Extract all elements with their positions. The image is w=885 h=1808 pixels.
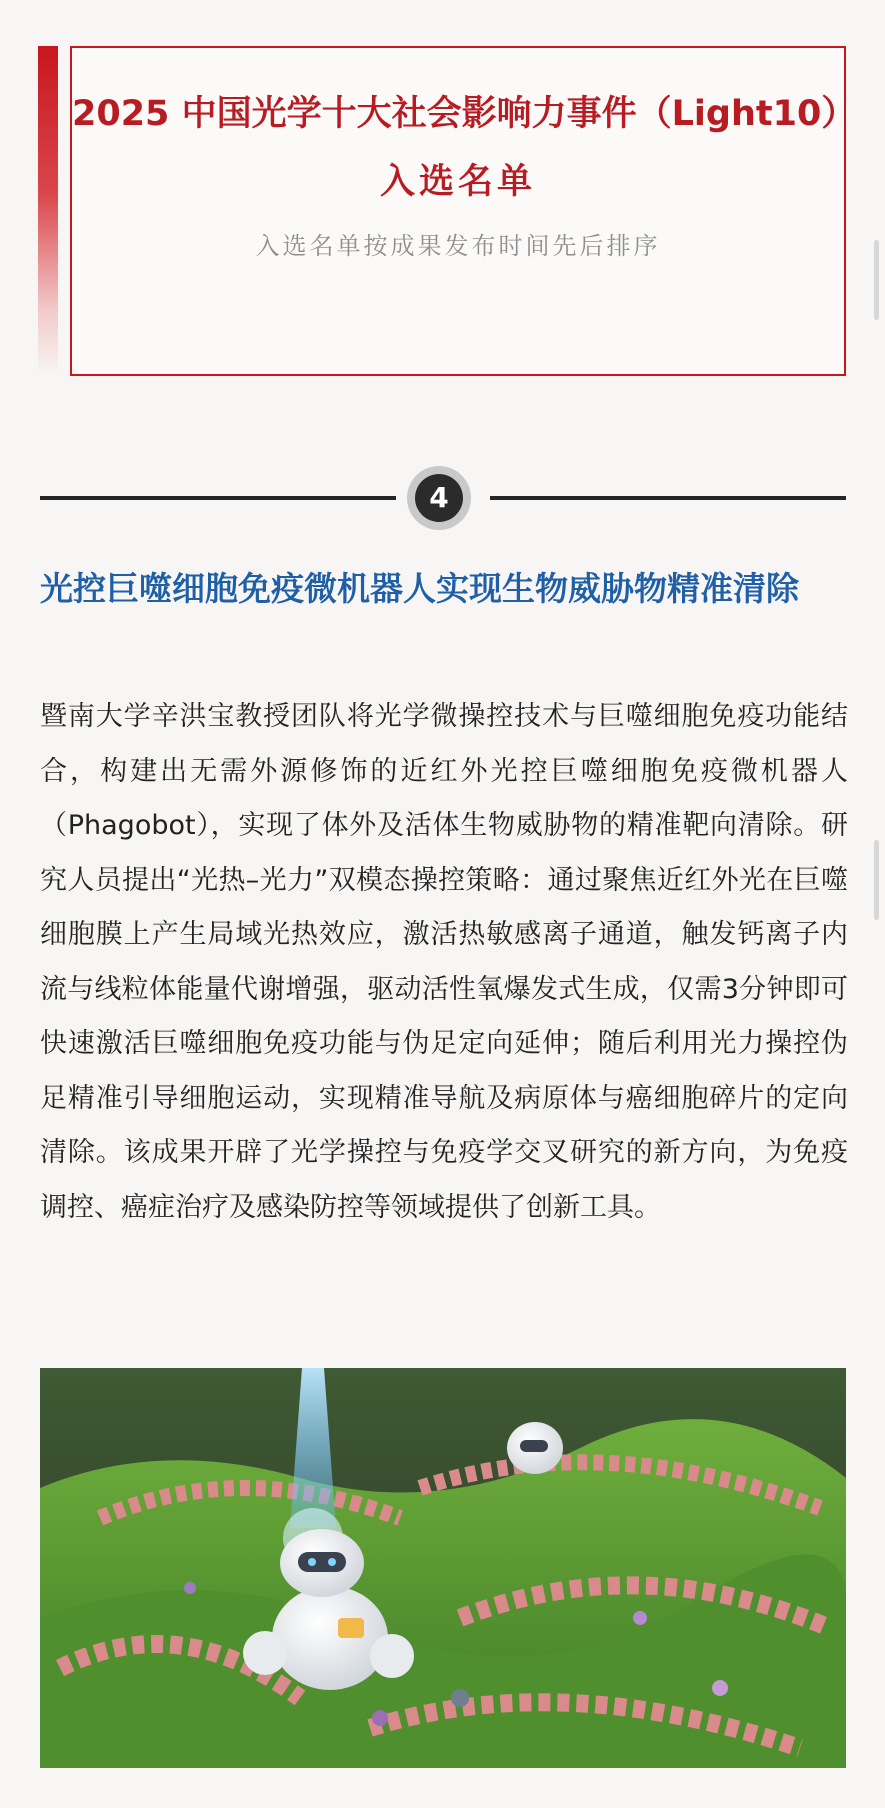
entry-number-badge bbox=[407, 466, 471, 530]
microrobot-scene-illustration bbox=[40, 1368, 846, 1768]
entry-number: 4 bbox=[415, 474, 463, 522]
article-title: 光控巨噬细胞免疫微机器人实现生物威胁物精准清除 bbox=[40, 569, 799, 608]
page-subtitle: 入选名单 bbox=[379, 162, 536, 202]
scroll-indicator-middle[interactable] bbox=[874, 840, 879, 920]
divider-line-right bbox=[490, 496, 846, 500]
article-body: 暨南大学辛洪宝教授团队将光学微操控技术与巨噬细胞免疫功能结合，构建出无需外源修饰的近红外光控巨噬细胞免疫微机器人（Phagobot），实现了体外及活体生物威胁物的精准靶向清除。研究人员提出“光热–光力”双模态操控策略：通过聚焦近红外光在巨噬细胞膜上产生局域光热效应，激活热敏感离子通道，触发钙离子内流与线粒体能量代谢增强，驱动活性氧爆发式生成，仅需3分钟即可快速激活巨噬细胞免疫功能与伪足定向延伸；随后利用光力操控伪足精准引导细胞运动，实现精准导航及病原体与癌细胞碎片的定向清除。该成果开辟了光学操控与免疫学交叉研究的新方向，为免疫调控、癌症治疗及感染防控等领域提供了创新工具。 bbox=[40, 701, 848, 1223]
section-divider bbox=[40, 466, 846, 530]
divider-line-left bbox=[40, 496, 396, 500]
scroll-indicator-top[interactable] bbox=[874, 240, 879, 320]
sort-note: 入选名单按成果发布时间先后排序 bbox=[255, 232, 661, 260]
decorative-side-bar bbox=[38, 46, 58, 376]
page-title: 2025 中国光学十大社会影响力事件（Light10） bbox=[72, 94, 857, 134]
illustration-image bbox=[40, 1368, 846, 1768]
robot-secondary bbox=[507, 1422, 563, 1474]
header-card bbox=[70, 46, 857, 376]
